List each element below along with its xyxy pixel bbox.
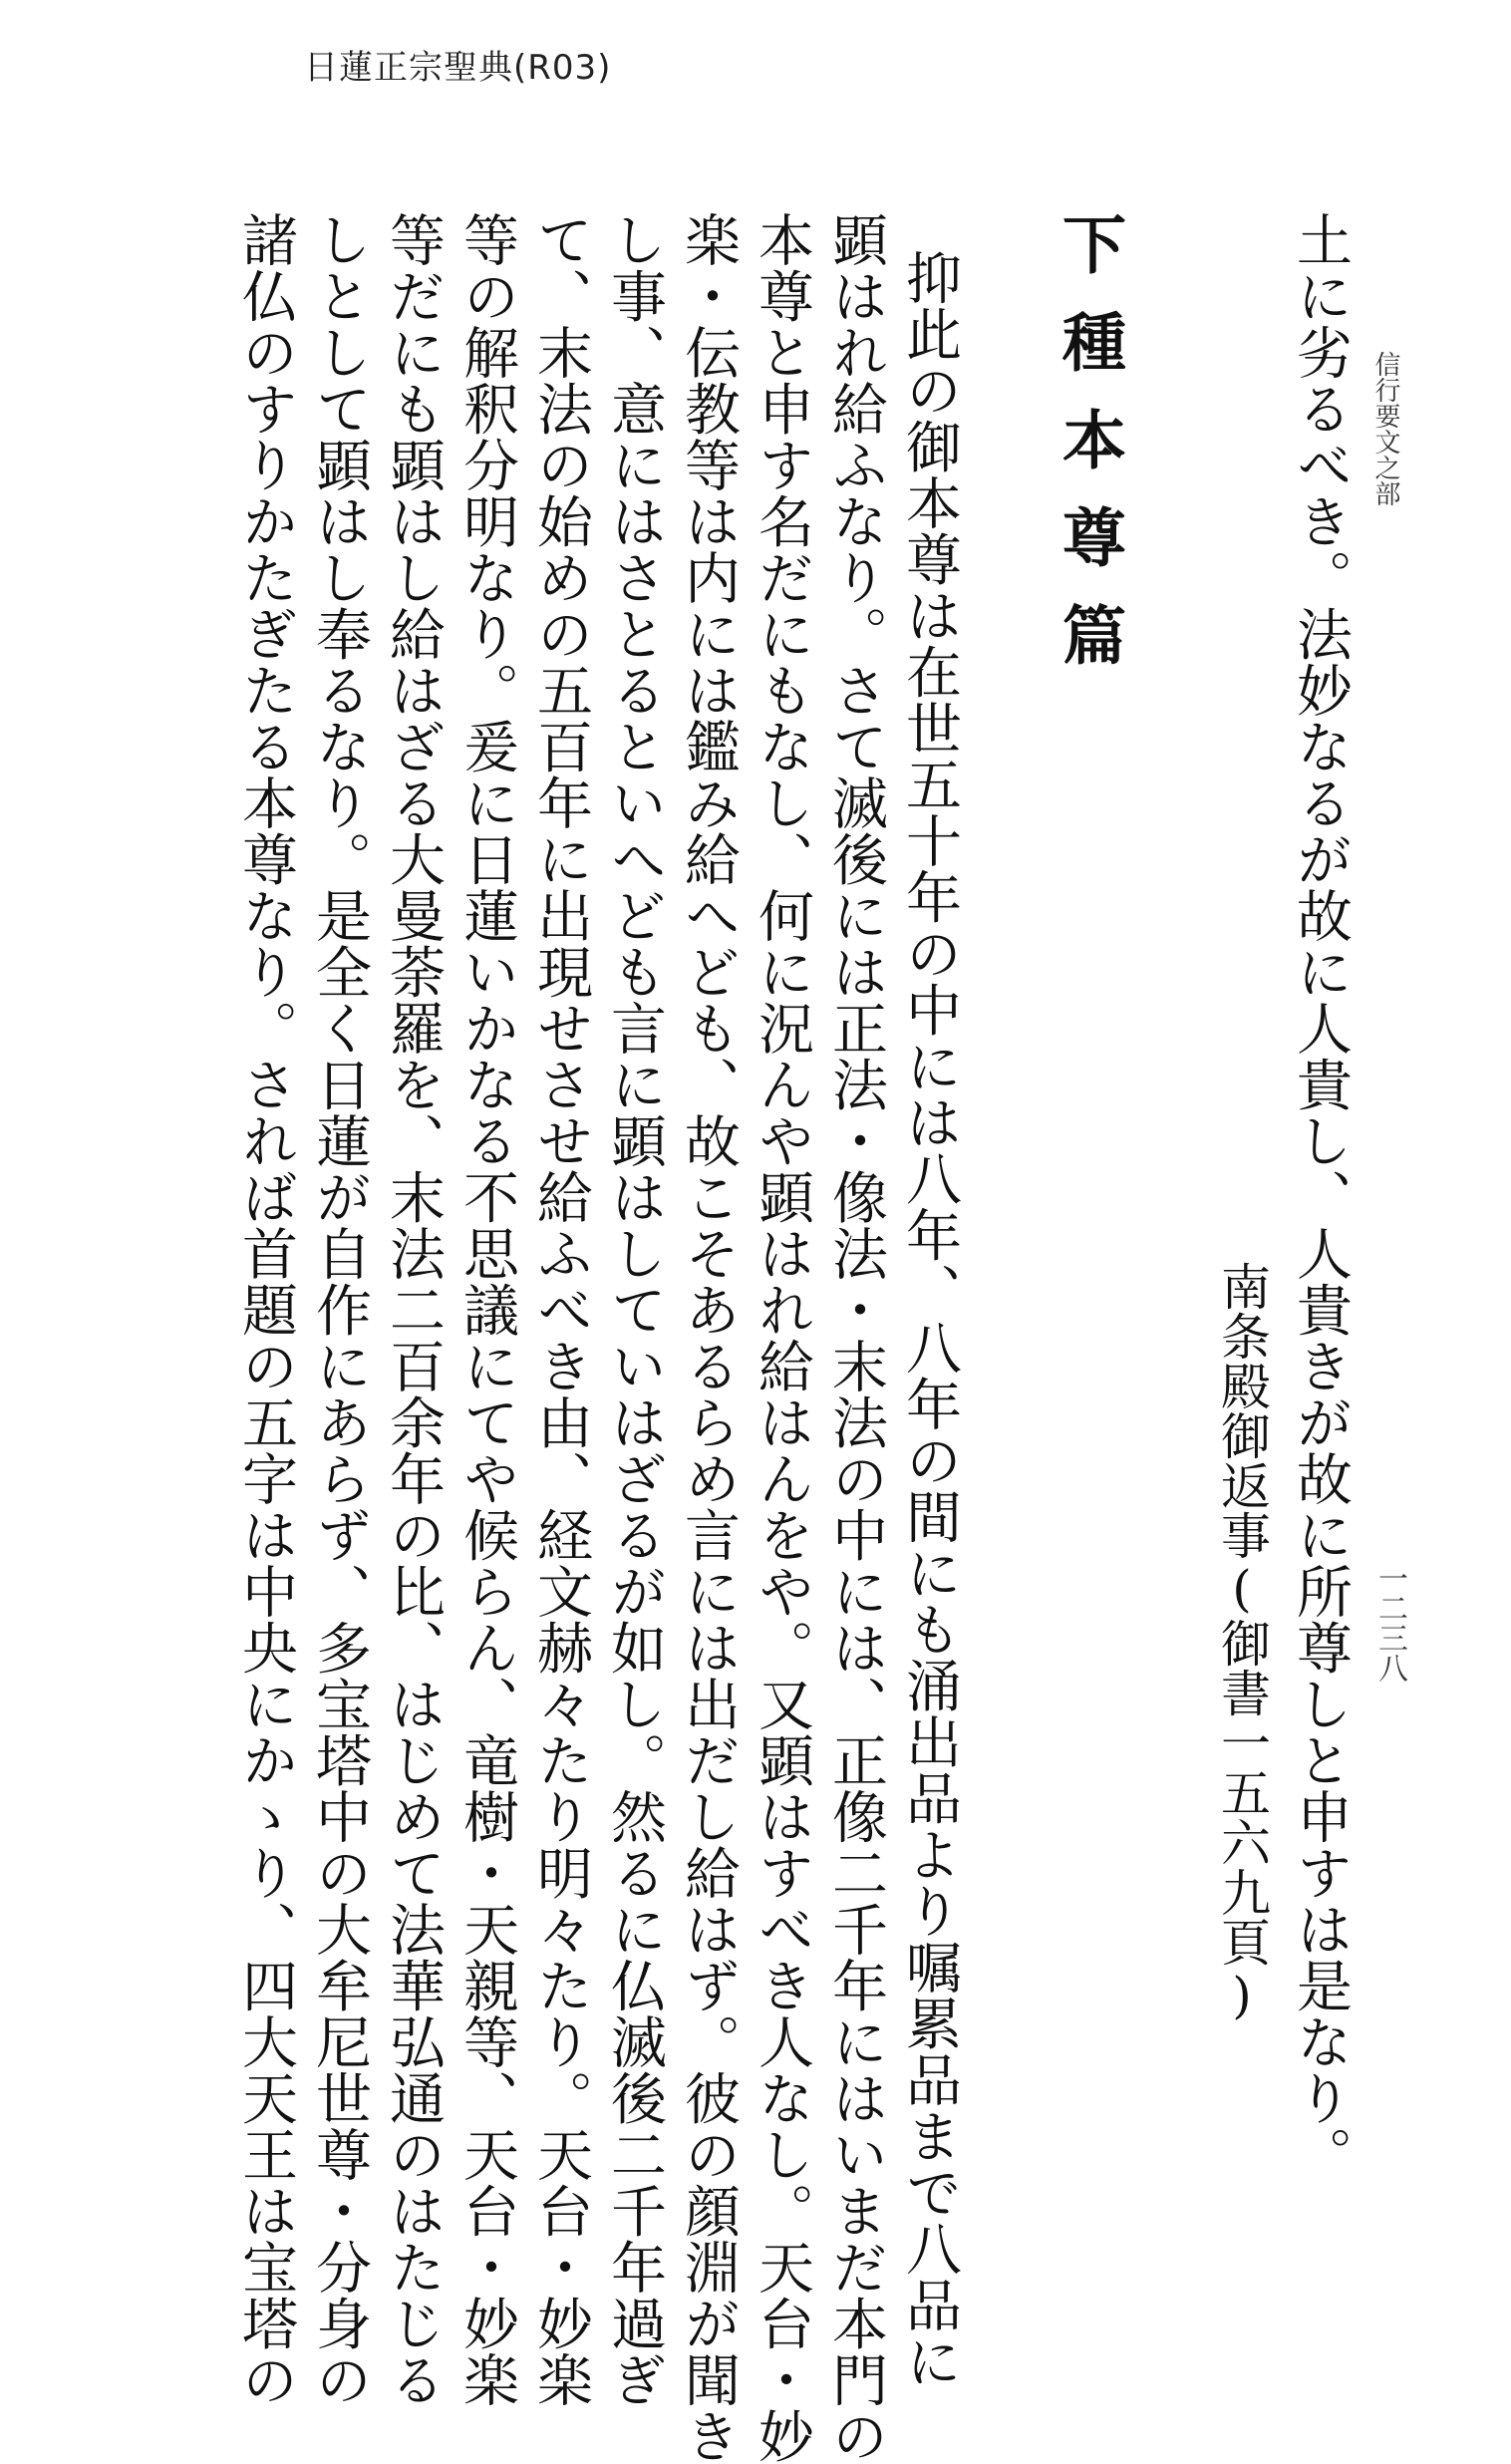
section-heading: 下種本尊篇 bbox=[1052, 211, 1126, 700]
body-line: 楽・伝教等は内には鑑み給へども、故こそあるらめ言には出だし給はず。彼の顔淵が聞き bbox=[676, 211, 741, 2464]
body-line: 諸仏のすりかたぎたる本尊なり。されば首題の五字は中央にかゝり、四大天王は宝塔の bbox=[233, 211, 298, 2408]
body-line: 等だにも顕はし給はざる大曼荼羅を、末法二百余年の比、はじめて法華弘通のはたじる bbox=[381, 211, 446, 2408]
section-label: 信行要文之部 bbox=[1370, 351, 1400, 506]
body-line: 等の解釈分明なり。爰に日蓮いかなる不思議にてや候らん、竜樹・天親等、天台・妙楽 bbox=[454, 211, 519, 2408]
body-line: 抑此の御本尊は在世五十年の中には八年、八年の間にも涌出品より嘱累品まで八品に bbox=[897, 249, 962, 2389]
citation: 南条殿御返事(御書一五六九頁) bbox=[1213, 1261, 1271, 2024]
body-line: 本尊と申す名だにもなし、何に況んや顕はれ給はんをや。又顕はすべき人なし。天台・妙 bbox=[750, 211, 814, 2464]
body-line: し事、意にはさとるといへども言に顕はしていはざるが如し。然るに仏滅後二千年過ぎ bbox=[602, 211, 667, 2408]
body-line: しとして顕はし奉るなり。是全く日蓮が自作にあらず、多宝塔中の大牟尼世尊・分身の bbox=[307, 211, 372, 2408]
body-line: て、末法の始めの五百年に出現せさせ給ふべき由、経文赫々たり明々たり。天台・妙楽 bbox=[528, 211, 593, 2408]
quote-line: 土に劣るべき。法妙なるが故に人貴し、人貴きが故に所尊しと申すは是なり。 bbox=[1288, 211, 1353, 2183]
book-title: 日蓮正宗聖典(R03) bbox=[304, 48, 612, 88]
page-number: 一二三八 bbox=[1372, 1563, 1407, 1683]
body-line: 顕はれ給ふなり。さて滅後には正法・像法・末法の中には、正像二千年にはいまだ本門の bbox=[823, 211, 888, 2464]
